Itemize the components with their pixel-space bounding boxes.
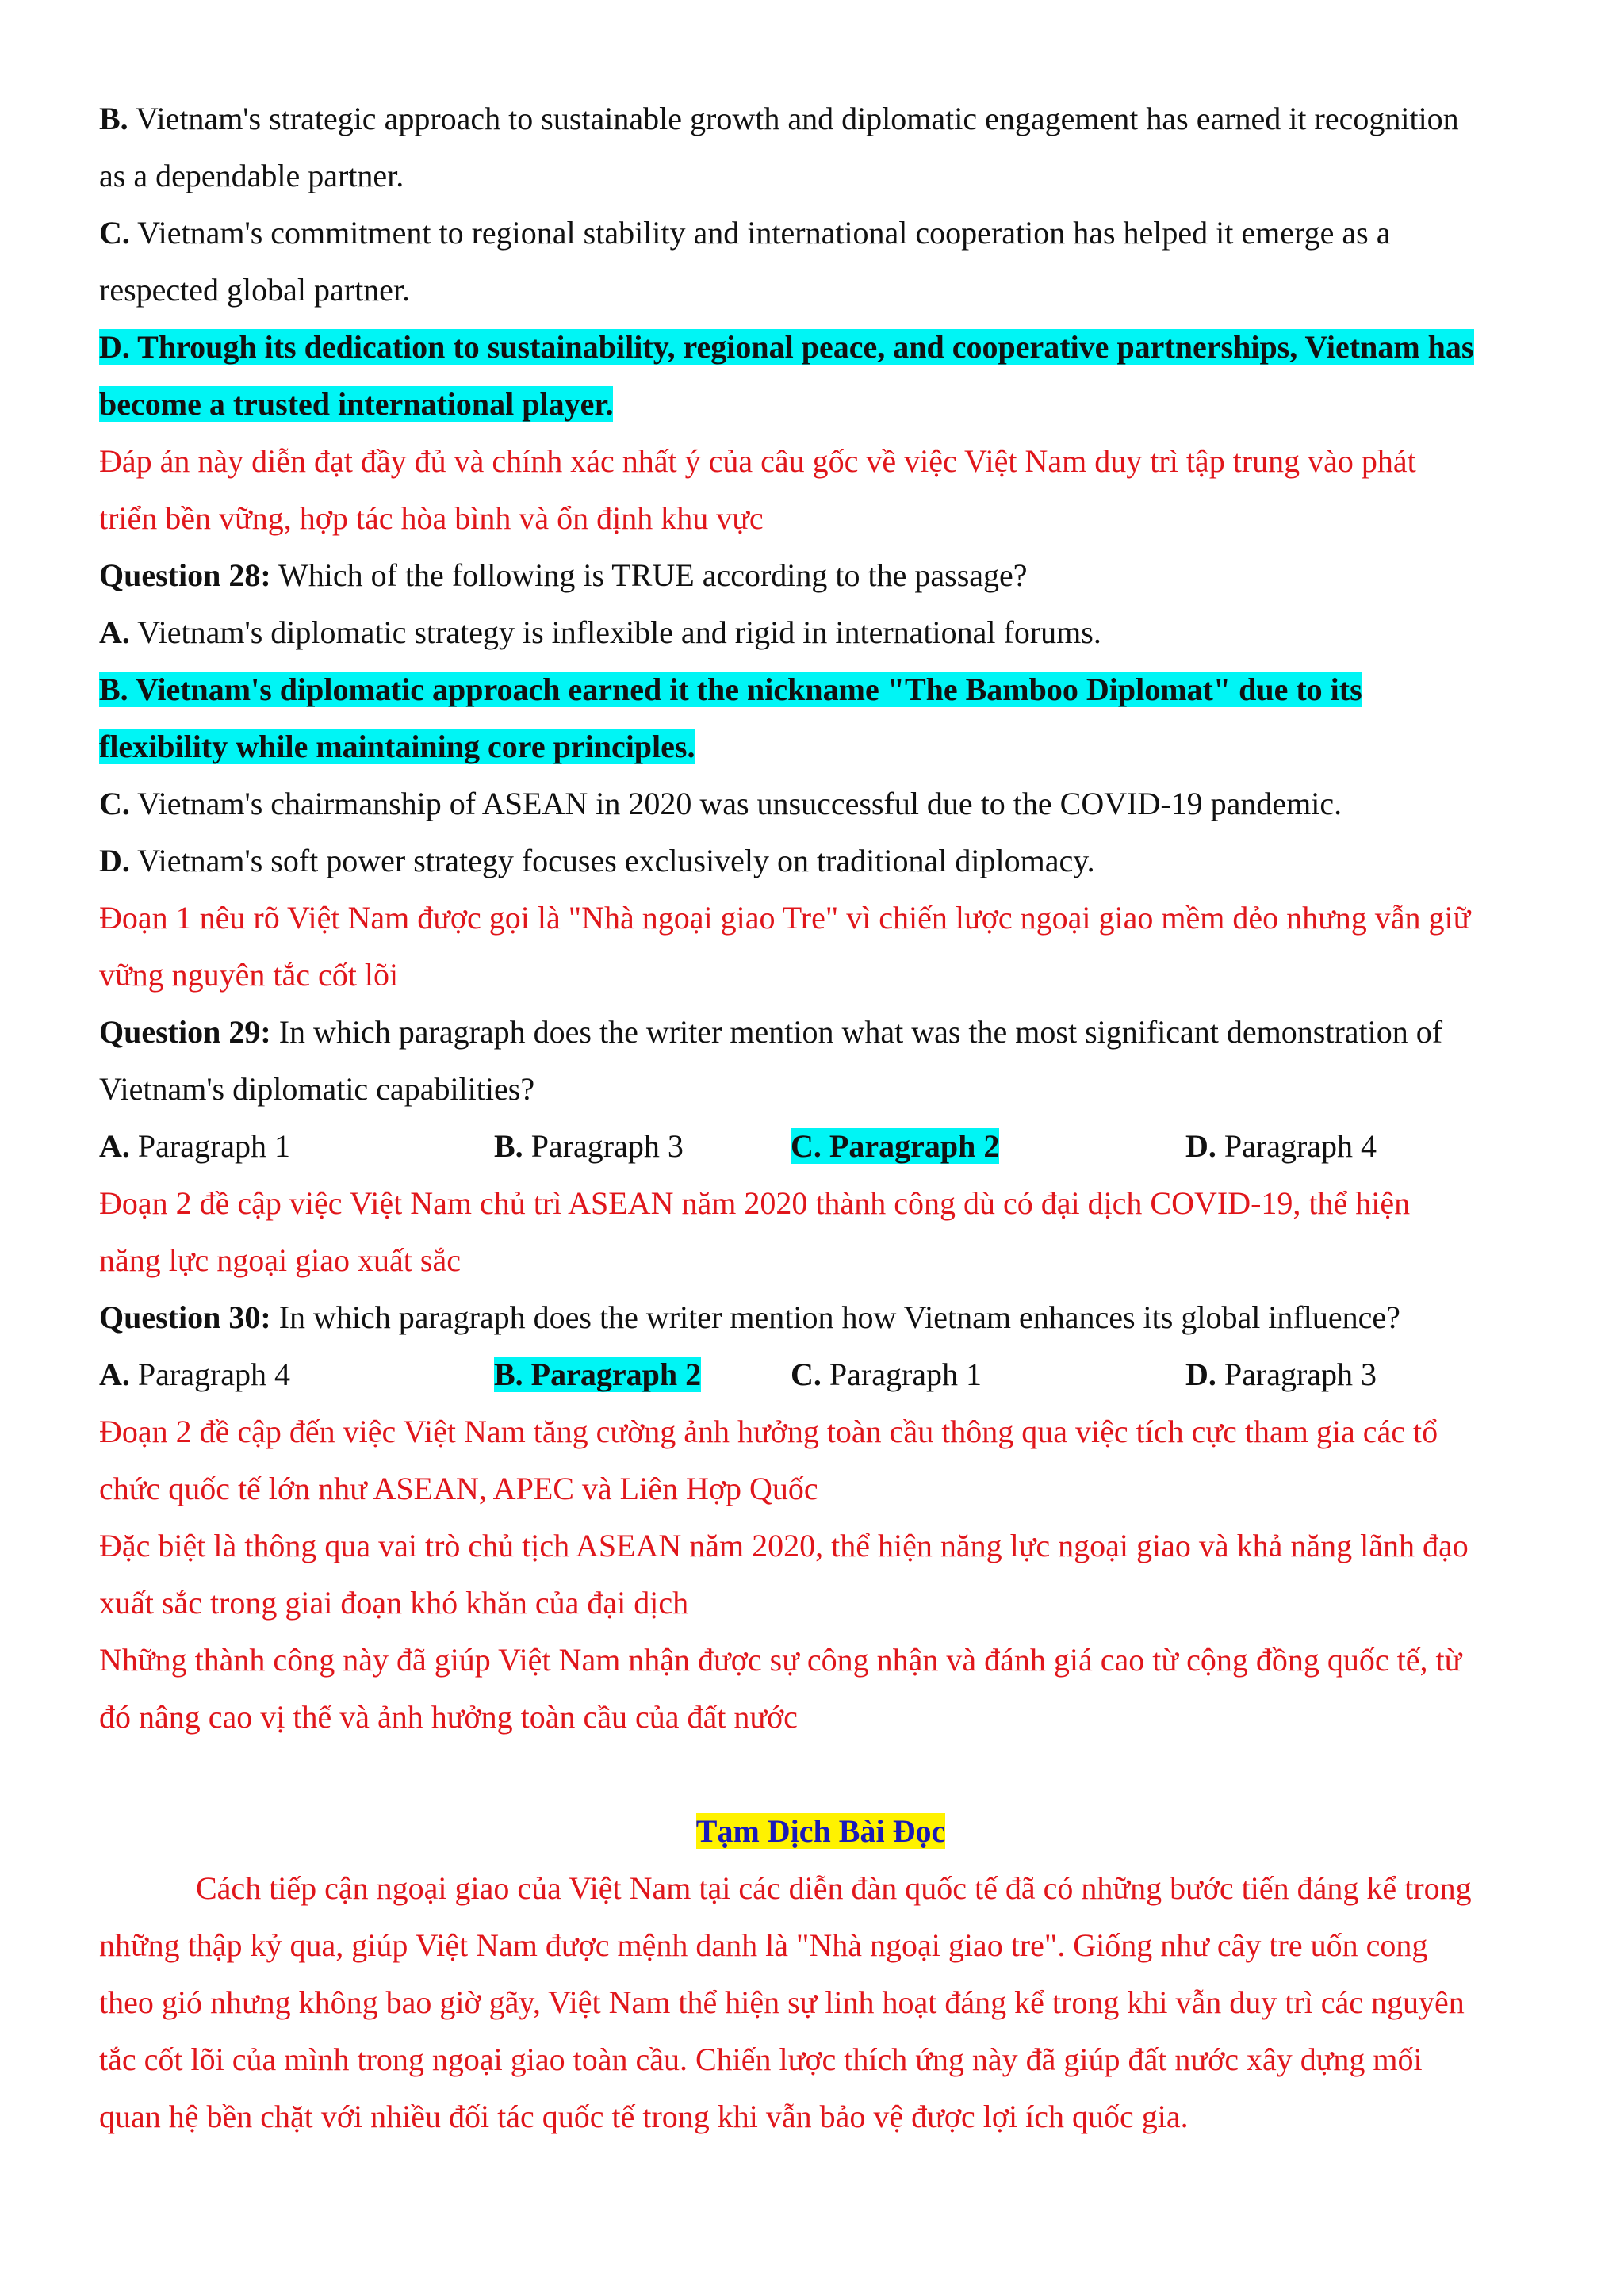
- document-page: [99, 90, 1542, 2145]
- q29-question: Question 29: In which paragraph does the writer mention what was the most significant demonstration of: [99, 1014, 1443, 1050]
- section-spacer: [99, 1746, 1542, 1803]
- q28-option-d: D. Vietnam's soft power strategy focuses exclusively on traditional diplomacy.: [99, 843, 1095, 878]
- q30-option-b-correct: B. Paragraph 2: [494, 1357, 702, 1392]
- q30-explanation-2: chức quốc tế lớn như ASEAN, APEC và Liên Hợp Quốc: [99, 1471, 818, 1506]
- translation-line-2: những thập kỷ qua, giúp Việt Nam được mệnh danh là "Nhà ngoại giao tre". Giống như cây tre uốn cong: [99, 1927, 1428, 1963]
- q29-option-b: B. Paragraph 3: [494, 1128, 684, 1164]
- q28-option-a: A. Vietnam's diplomatic strategy is inflexible and rigid in international forums.: [99, 614, 1101, 650]
- q27-option-c-cont: respected global partner.: [99, 272, 411, 308]
- q28-option-b-correct-cont: flexibility while maintaining core principles.: [99, 729, 695, 764]
- q27-option-b-cont: as a dependable partner.: [99, 158, 404, 193]
- q27-explanation: Đáp án này diễn đạt đầy đủ và chính xác nhất ý của câu gốc về việc Việt Nam duy trì tập trung vào phát: [99, 443, 1416, 479]
- q29-explanation: Đoạn 2 đề cập việc Việt Nam chủ trì ASEAN năm 2020 thành công dù có đại dịch COVID-19, thể hiện: [99, 1185, 1411, 1221]
- translation-title: Tạm Dịch Bài Đọc: [695, 1813, 946, 1849]
- q27-option-d-correct-cont: become a trusted international player.: [99, 386, 614, 422]
- translation-heading-row: [99, 1803, 1542, 1860]
- q27-option-b: B. Vietnam's strategic approach to sustainable growth and diplomatic engagement has earned it recognition: [99, 101, 1459, 136]
- q27-explanation-cont: triển bền vững, hợp tác hòa bình và ổn định khu vực: [99, 500, 764, 536]
- q27-option-d-correct: D. Through its dedication to sustainability, regional peace, and cooperative partnerships, Vietnam has: [99, 329, 1474, 365]
- q30-explanation-4: xuất sắc trong giai đoạn khó khăn của đại dịch: [99, 1585, 689, 1621]
- q29-question-cont: Vietnam's diplomatic capabilities?: [99, 1071, 535, 1107]
- translation-line-3: theo gió nhưng không bao giờ gãy, Việt Nam thể hiện sự linh hoạt đáng kể trong khi vẫn duy trì các nguyên: [99, 1984, 1465, 2020]
- q29-options: [99, 1118, 1542, 1175]
- translation-line-4: tắc cốt lõi của mình trong ngoại giao toàn cầu. Chiến lược thích ứng này đã giúp đất nước xây dựng mối: [99, 2042, 1423, 2077]
- q30-option-c: C. Paragraph 1: [791, 1357, 982, 1392]
- q30-option-a: A. Paragraph 4: [99, 1357, 291, 1392]
- translation-line-5: quan hệ bền chặt với nhiều đối tác quốc tế trong khi vẫn bảo vệ được lợi ích quốc gia.: [99, 2099, 1189, 2134]
- q30-explanation-6: đó nâng cao vị thế và ảnh hưởng toàn cầu của đất nước: [99, 1699, 798, 1735]
- q27-option-c: C. Vietnam's commitment to regional stability and international cooperation has helped it emerge as a: [99, 215, 1391, 251]
- q28-option-c: C. Vietnam's chairmanship of ASEAN in 2020 was unsuccessful due to the COVID-19 pandemic.: [99, 786, 1342, 821]
- q28-explanation: Đoạn 1 nêu rõ Việt Nam được gọi là "Nhà ngoại giao Tre" vì chiến lược ngoại giao mềm dẻo nhưng vẫn giữ: [99, 900, 1471, 936]
- q29-explanation-cont: năng lực ngoại giao xuất sắc: [99, 1242, 461, 1278]
- q28-option-b-correct: B. Vietnam's diplomatic approach earned it the nickname "The Bamboo Diplomat" due to its: [99, 672, 1362, 707]
- q30-explanation-3: Đặc biệt là thông qua vai trò chủ tịch ASEAN năm 2020, thể hiện năng lực ngoại giao và khả năng lãnh đạo: [99, 1528, 1469, 1563]
- translation-line-1: Cách tiếp cận ngoại giao của Việt Nam tại các diễn đàn quốc tế đã có những bước tiến đáng kể trong: [196, 1870, 1472, 1906]
- q29-option-c-correct: C. Paragraph 2: [791, 1128, 1000, 1164]
- q28-question: Question 28: Which of the following is TRUE according to the passage?: [99, 557, 1028, 593]
- q30-explanation-5: Những thành công này đã giúp Việt Nam nhận được sự công nhận và đánh giá cao từ cộng đồng quốc tế, từ: [99, 1642, 1462, 1678]
- q30-options: [99, 1346, 1542, 1403]
- q30-option-d: D. Paragraph 3: [1185, 1357, 1377, 1392]
- q30-question: Question 30: In which paragraph does the writer mention how Vietnam enhances its global influence?: [99, 1299, 1400, 1335]
- q29-option-d: D. Paragraph 4: [1185, 1128, 1377, 1164]
- q30-explanation-1: Đoạn 2 đề cập đến việc Việt Nam tăng cường ảnh hưởng toàn cầu thông qua việc tích cực tham gia các tổ: [99, 1414, 1438, 1449]
- q29-option-a: A. Paragraph 1: [99, 1128, 291, 1164]
- q28-explanation-cont: vững nguyên tắc cốt lõi: [99, 957, 399, 993]
